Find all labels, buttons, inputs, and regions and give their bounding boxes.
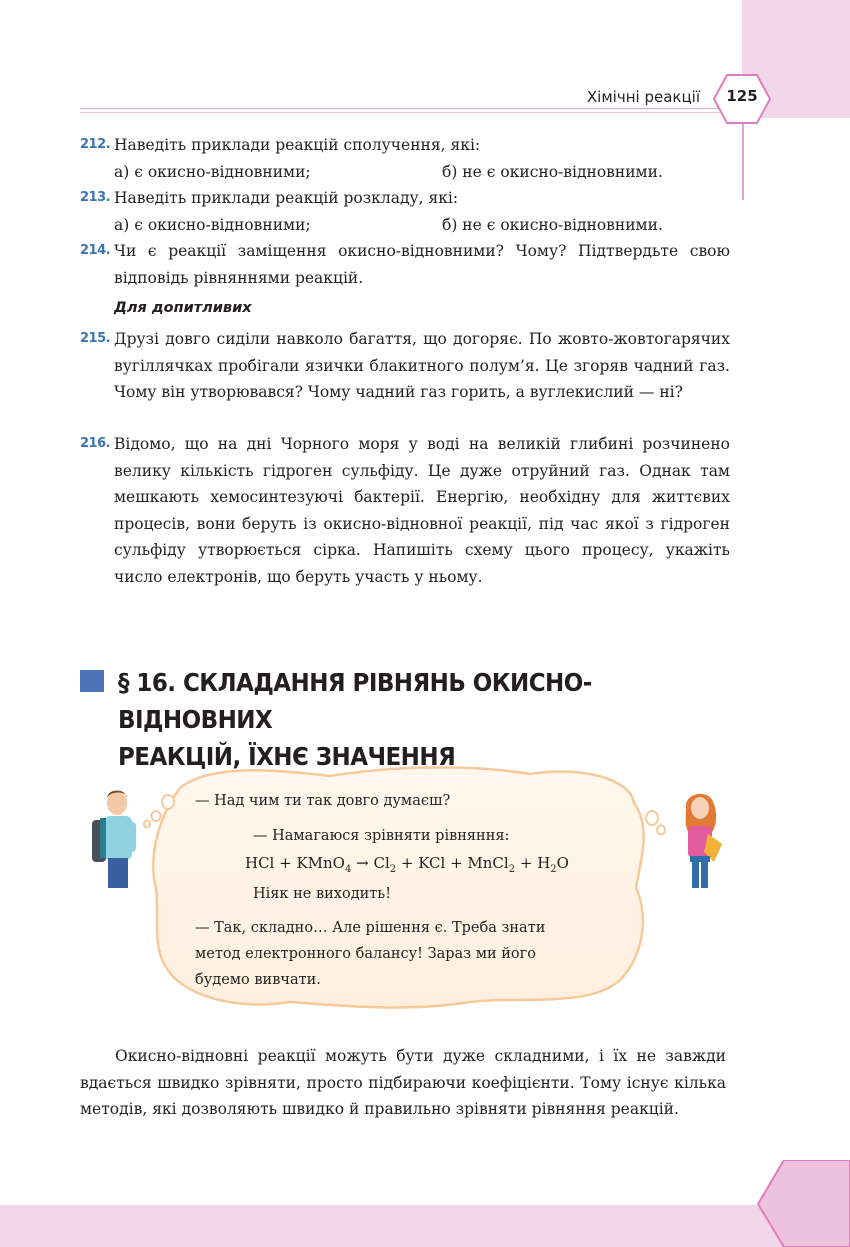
girl-illustration-icon: [674, 790, 728, 890]
task-215: [80, 326, 730, 406]
task-number: 216.: [80, 436, 111, 451]
task-number: 214.: [80, 243, 111, 258]
task-option-b: б) не є окисно-відновними.: [442, 162, 663, 181]
equation-part: O: [556, 854, 569, 872]
footer-tab-decoration: [756, 1160, 850, 1247]
task-text: Наведіть приклади реакцій розкладу, які:: [114, 189, 459, 207]
page-number: 125: [726, 87, 758, 105]
task-option-b: б) не є окисно-відновними.: [442, 215, 663, 234]
task-216: [80, 431, 730, 590]
footer-band: [0, 1205, 850, 1247]
task-text: Чи є реакції заміщення окисно-відновними? Чому? Підтвердьте свою відповідь рівняннями реакцій.: [114, 242, 730, 287]
header-vertical-rule: [742, 118, 744, 200]
dialog-reply-line-1: — Так, складно… Але рішення є. Треба знати: [195, 920, 546, 936]
equation-part: + H: [515, 854, 551, 872]
task-option-a: а) є окисно-відновними;: [114, 215, 311, 234]
task-text: Наведіть приклади реакцій сполучення, які:: [114, 136, 481, 154]
running-title: Хімічні реакції: [586, 88, 700, 106]
equation-subscript: 2: [389, 864, 397, 875]
subheading-curious: Для допитливих: [114, 300, 252, 316]
task-number: 215.: [80, 331, 111, 346]
task-212: [80, 132, 730, 185]
dialog-reply-line-3: будемо вивчати.: [195, 972, 321, 988]
section-marker-square: [80, 670, 104, 692]
equation-part: + KCl + MnCl: [396, 854, 509, 872]
equation-subscript: 4: [344, 864, 352, 875]
body-paragraph: Окисно-відновні реакції можуть бути дуже складними, і їх не завжди вдається швидко зрівняти, просто підбираючи коефіцієнти. Тому існує кілька методів, які дозволяють швидко й правильно зрівняти рівняння реакцій.: [80, 1047, 726, 1118]
equation-subscript: 2: [550, 864, 557, 875]
task-number: 212.: [80, 137, 111, 152]
dialog-question: — Над чим ти так довго думаєш?: [195, 793, 451, 809]
task-213: [80, 185, 730, 238]
dialog-reply-line-2: метод електронного балансу! Зараз ми його: [195, 946, 536, 962]
task-214: [80, 238, 730, 291]
boy-illustration-icon: [82, 788, 144, 892]
header-rule-secondary: [80, 112, 720, 113]
task-option-a: а) є окисно-відновними;: [114, 162, 311, 181]
equation-subscript: 2: [508, 864, 516, 875]
header-rule: [80, 108, 720, 109]
chemical-equation: [245, 854, 569, 875]
task-text: Відомо, що на дні Чорного моря у воді на великій глибині розчинено велику кількість гідроген сульфіду. Це дуже отруйний газ. Однак там мешкають хемосинтезуючі бактерії. Енергію, необхідну для життєвих процесів, вони беруть із окисно-відновної реакції, під час якої з гідроген сульфіду утворюється сірка. Напишіть схему цього процесу, укажіть число електронів, що беруть участь у ньому.: [114, 435, 730, 586]
equation-part: HCl + KMnO: [245, 854, 345, 872]
dialog-answer-2: Ніяк не виходить!: [253, 886, 392, 902]
dialog-answer-1: — Намагаюся зрівняти рівняння:: [253, 828, 510, 844]
task-number: 213.: [80, 190, 111, 205]
equation-part: → Cl: [351, 854, 390, 872]
section-title-line-1: § 16. СКЛАДАННЯ РІВНЯНЬ ОКИСНО-ВІДНОВНИХ: [118, 668, 592, 734]
task-text: Друзі довго сиділи навколо багаття, що догоряє. По жовто-жовтогарячих вугіллячках пробігали язички блакитного полум’я. Це згоряв чадний газ. Чому він утворювався? Чому чадний газ горить, а вуглекислий — ні?: [114, 330, 730, 401]
section-title-line-2: РЕАКЦІЙ, ЇХНЄ ЗНАЧЕННЯ: [118, 742, 456, 771]
